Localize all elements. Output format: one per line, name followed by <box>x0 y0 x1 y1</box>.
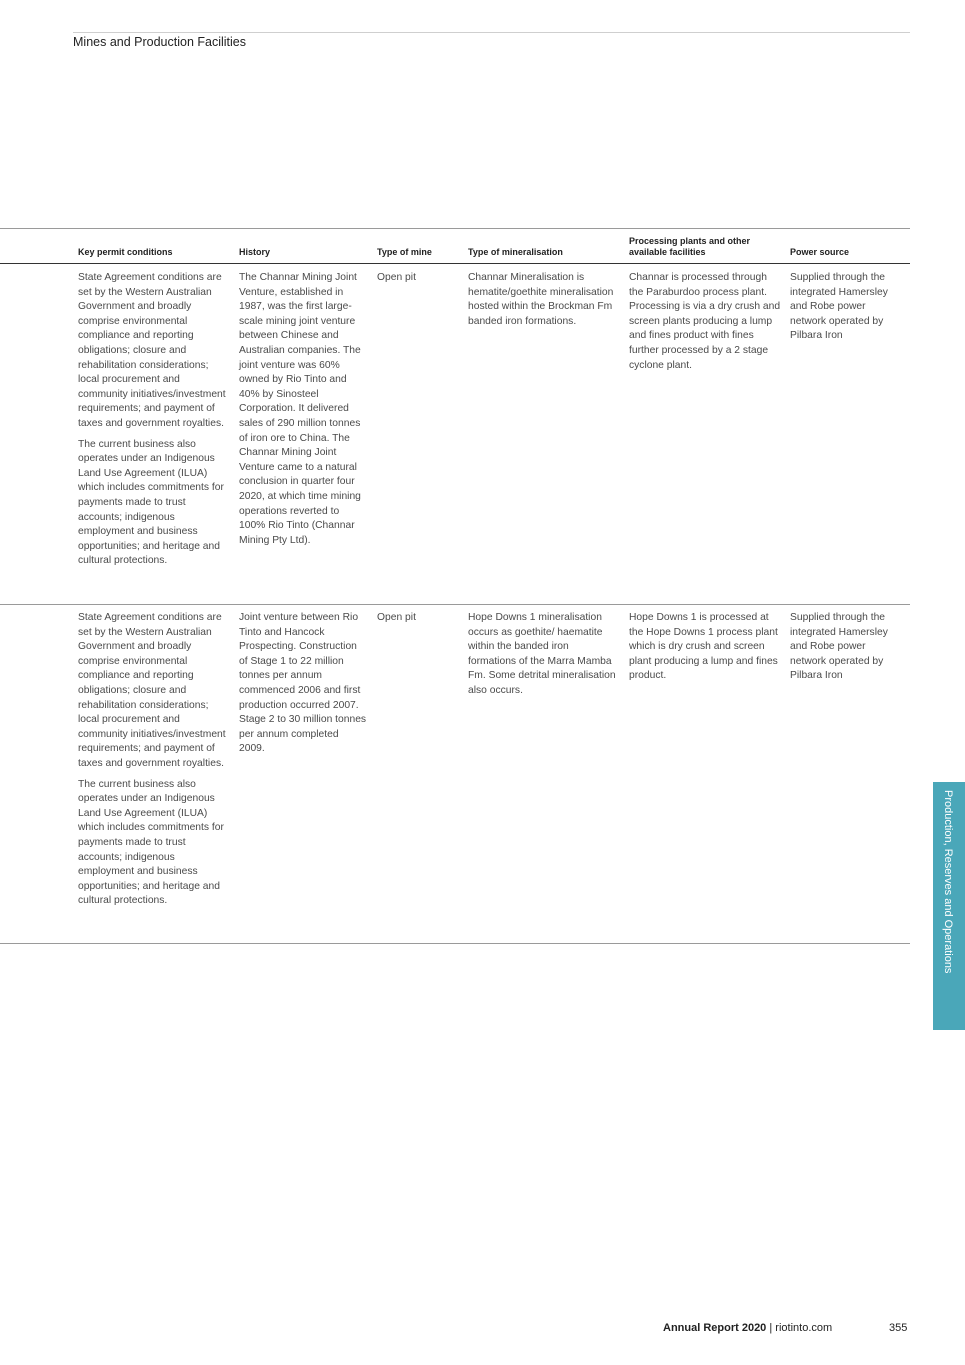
row-rule <box>0 604 910 605</box>
row1-processing: Channar is processed through the Paraburdoo process plant. Processing is via a dry crush and screen plants producing a lump and fines product with fines further processed by a 2 stage cyclone plant. <box>629 272 781 371</box>
row1-permit-paragraph: State Agreement conditions are set by the Western Australian Government and broadly comprise environmental compliance and reporting obligations; closure and rehabilitation considerations; local procurement and community initiatives/investment requirements; and payment of taxes and government royalties. <box>78 272 226 429</box>
table-top-rule <box>0 228 910 229</box>
row2-permit-cell <box>78 611 228 915</box>
row-rule <box>0 943 910 944</box>
row1-history: The Channar Mining Joint Venture, established in 1987, was the first large-scale mining joint venture between Chinese and Australian companies. The joint venture was 60% owned by Rio Tinto and 40% by Sinosteel Corporation. It delivered sales of 290 million tonnes of iron ore to China. The Channar Mining Joint Venture came to a natural conclusion in quarter four 2020, at which time mining operations reverted to 100% Rio Tinto (Channar Mining Pty Ltd). <box>239 272 361 546</box>
row2-processing: Hope Downs 1 is processed at the Hope Downs 1 process plant which is dry crush and screen plant producing a lump and fines product. <box>629 612 778 682</box>
footer-site-link[interactable]: riotinto.com <box>775 1322 833 1334</box>
footer-report <box>663 1322 832 1334</box>
header-rule <box>0 263 910 264</box>
page-title: Mines and Production Facilities <box>73 35 246 49</box>
row1-power: Supplied through the integrated Hamersley and Robe power network operated by Pilbara Iron <box>790 272 888 342</box>
column-header-power: Power source <box>790 247 850 257</box>
column-header-processing: Processing plants and other available facilities <box>629 236 751 257</box>
side-tab-label: Production, Reserves and Operations <box>942 790 954 974</box>
row1-mineralisation: Channar Mineralisation is hematite/goethite mineralisation hosted within the Brockman Fm banded iron formations. <box>468 272 614 327</box>
section-side-tab[interactable] <box>933 782 965 1030</box>
footer-separator: | <box>769 1322 773 1334</box>
top-rule <box>73 32 910 33</box>
footer-report-title: Annual Report 2020 <box>663 1322 767 1334</box>
row2-history: Joint venture between Rio Tinto and Hancock Prospecting. Construction of Stage 1 to 22 million tonnes per annum commenced 2006 and first production occurred 2007. Stage 2 to 30 million tonnes per annum completed 2009. <box>239 612 367 755</box>
column-header-mine-type: Type of mine <box>377 247 432 257</box>
row2-mine-type: Open pit <box>377 612 416 623</box>
page-number: 355 <box>889 1322 908 1334</box>
row2-permit-paragraph: The current business also operates under an Indigenous Land Use Agreement (ILUA) which includes commitments for payments made to trust accounts; indigenous employment and business opportunities; and heritage and cultural protections. <box>78 778 224 907</box>
column-header-history: History <box>239 247 271 257</box>
row2-mineralisation: Hope Downs 1 mineralisation occurs as goethite/ haematite within the banded iron formations of the Marra Mamba Fm. Some detrital mineralisation also occurs. <box>468 612 616 696</box>
row1-permit-cell <box>78 271 228 575</box>
row2-power: Supplied through the integrated Hamersley and Robe power network operated by Pilbara Iron <box>790 612 888 682</box>
row1-mine-type: Open pit <box>377 272 416 283</box>
column-header-mineralisation: Type of mineralisation <box>468 247 563 257</box>
row1-permit-paragraph: The current business also operates under an Indigenous Land Use Agreement (ILUA) which includes commitments for payments made to trust accounts; indigenous employment and business opportunities; and heritage and cultural protections. <box>78 438 224 567</box>
column-header-permit: Key permit conditions <box>78 247 173 257</box>
row2-permit-paragraph: State Agreement conditions are set by the Western Australian Government and broadly comprise environmental compliance and reporting obligations; closure and rehabilitation considerations; local procurement and community initiatives/investment requirements; and payment of taxes and government royalties. <box>78 612 226 769</box>
